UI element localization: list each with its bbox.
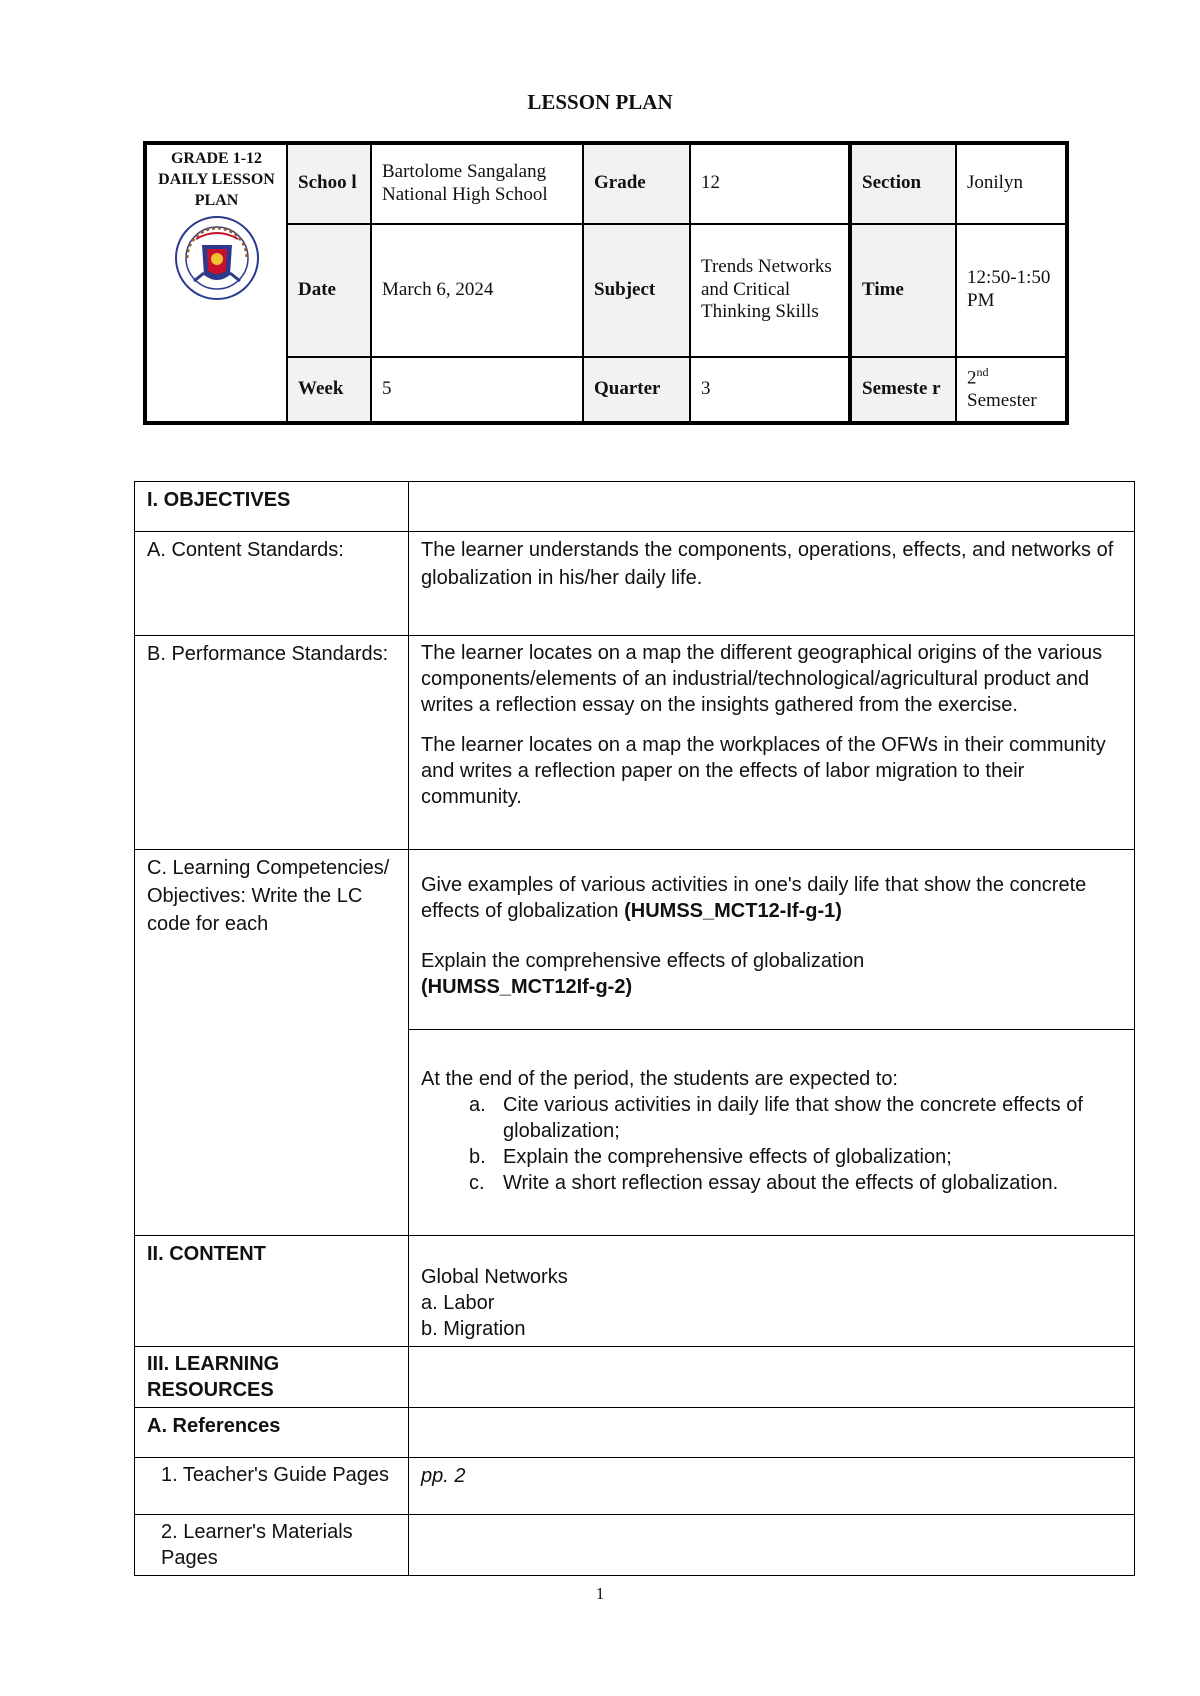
grade-title: GRADE 1-12 DAILY LESSON PLAN [158, 150, 275, 209]
learners-materials-value [409, 1515, 1135, 1576]
quarter-value: 3 [690, 357, 850, 424]
content-standards-label: A. Content Standards: [135, 532, 409, 636]
week-value: 5 [371, 357, 583, 424]
subject-value: Trends Networks and Critical Thinking Skills [690, 224, 850, 357]
content-title: Global Networks [421, 1266, 568, 1288]
competencies-cell [409, 850, 1135, 1030]
document-title: LESSON PLAN [527, 90, 673, 114]
expectation-item: c. Write a short reflection essay about the effects of globalization. [469, 1172, 1059, 1194]
time-value: 12:50-1:50 PM [956, 224, 1067, 357]
semester-label: Semeste r [850, 357, 956, 424]
expectation-item: a. Cite various activities in daily life that show the concrete effects of globalization; [469, 1094, 1083, 1142]
references-label: A. References [135, 1408, 409, 1458]
week-label: Week [287, 357, 371, 424]
learning-resources-heading: III. LEARNING RESOURCES [135, 1347, 409, 1408]
page-number: 1 [595, 1584, 605, 1603]
section-value: Jonilyn [956, 143, 1067, 224]
school-value: Bartolome Sangalang National High School [371, 143, 583, 224]
header-table [143, 141, 1069, 425]
competency-1-text: Give examples of various activities in one's daily life that show the concrete effects of globalization [421, 874, 1087, 922]
expectation-intro: At the end of the period, the students are expected to: [421, 1068, 898, 1090]
learners-materials-label: 2. Learner's Materials Pages [135, 1515, 409, 1576]
competency-2-code: (HUMSS_MCT12If-g-2) [421, 976, 633, 998]
deped-seal-icon [174, 215, 260, 301]
semester-number: 2 [967, 367, 977, 389]
competency-2-text: Explain the comprehensive effects of globalization [421, 950, 865, 972]
subject-label: Subject [583, 224, 690, 357]
expectation-item: b. Explain the comprehensive effects of globalization; [469, 1146, 952, 1168]
competency-1-code: (HUMSS_MCT12-If-g-1) [624, 900, 842, 922]
performance-standards-label: B. Performance Standards: [135, 636, 409, 850]
section-label: Section [850, 143, 956, 224]
date-label: Date [287, 224, 371, 357]
content-heading: II. CONTENT [135, 1236, 409, 1347]
semester-word: Semester [967, 390, 1037, 412]
objectives-empty-cell [409, 482, 1135, 532]
performance-standards-cell [409, 636, 1135, 850]
school-label: Schoo l [287, 143, 371, 224]
competencies-label: C. Learning Competencies/ Objectives: Write the LC code for each [135, 850, 409, 1236]
expectations-cell [409, 1030, 1135, 1236]
time-label: Time [850, 224, 956, 357]
content-item-labor: a. Labor [421, 1292, 495, 1314]
expectation-list [421, 1092, 1122, 1196]
grade-value: 12 [690, 143, 850, 224]
grade-label: Grade [583, 143, 690, 224]
teachers-guide-value: pp. 2 [409, 1458, 1135, 1515]
date-value: March 6, 2024 [371, 224, 583, 357]
learning-resources-empty-cell [409, 1347, 1135, 1408]
content-standards-text: The learner understands the components, operations, effects, and networks of globalization in his/her daily life. [409, 532, 1135, 636]
competency-1 [421, 872, 1122, 924]
grade-logo-cell [145, 143, 287, 423]
semester-suffix: nd [976, 365, 989, 380]
content-item-migration: b. Migration [421, 1318, 526, 1340]
main-table [134, 481, 1135, 1576]
quarter-label: Quarter [583, 357, 690, 424]
teachers-guide-label: 1. Teacher's Guide Pages [135, 1458, 409, 1515]
semester-value [956, 357, 1067, 424]
objectives-heading: I. OBJECTIVES [135, 482, 409, 532]
competency-2 [421, 948, 1122, 1000]
content-cell [409, 1236, 1135, 1347]
references-empty-cell [409, 1408, 1135, 1458]
performance-standards-paragraph-2: The learner locates on a map the workplaces of the OFWs in their community and writes a reflection paper on the effects of labor migration to their community. [421, 734, 1106, 808]
performance-standards-paragraph-1: The learner locates on a map the different geographical origins of the various components/elements of an industrial/technological/agricultural product and writes a reflection essay on the insights gathered from the exercise. [421, 642, 1103, 716]
